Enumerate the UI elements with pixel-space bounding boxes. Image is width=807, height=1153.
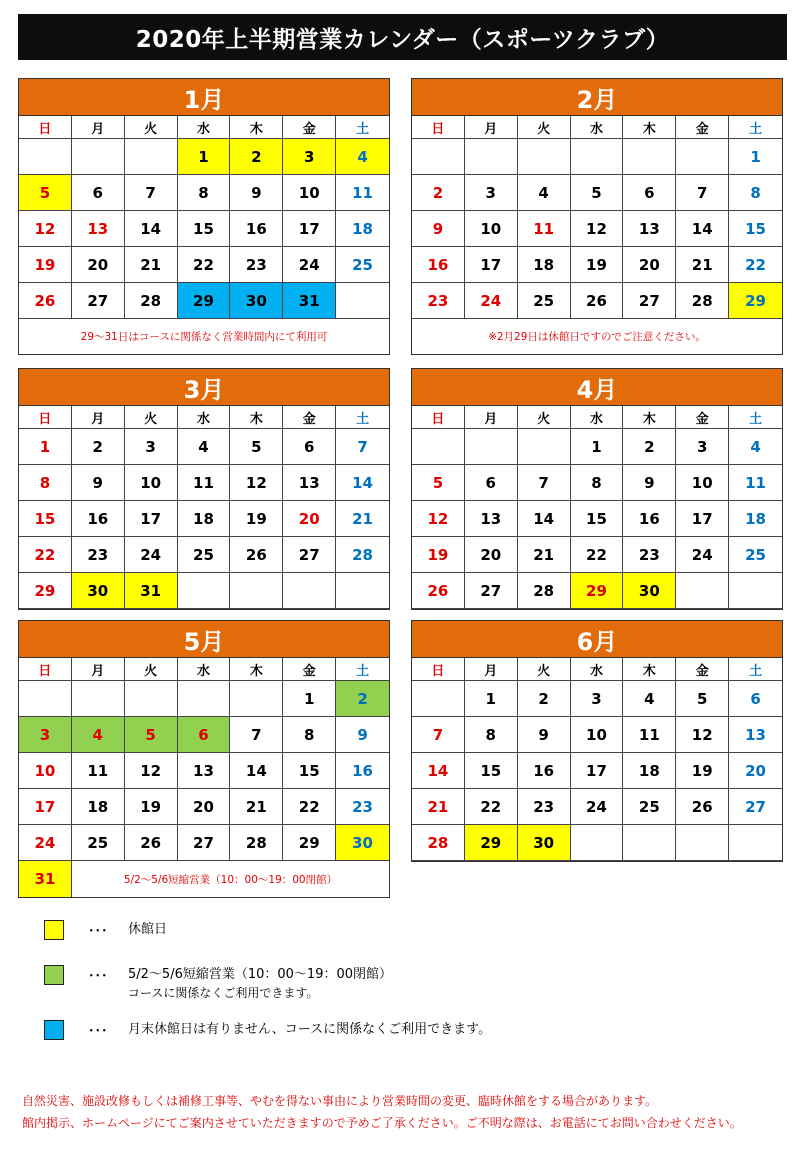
day-cell: 3 [676,429,729,465]
day-cell: 10 [571,717,624,753]
month-note: 29～31日はコースに関係なく営業時間内にて利用可 [80,331,328,343]
empty-cell [623,825,676,861]
day-cell: 15 [178,211,231,247]
day-cell: 19 [19,247,72,283]
day-cell: 16 [336,753,389,789]
day-cell: 4 [623,681,676,717]
weekday-header: 金 [283,658,336,681]
weekday-header: 水 [178,406,231,429]
day-cell: 18 [72,789,125,825]
weekday-header: 火 [125,658,178,681]
day-cell: 16 [72,501,125,537]
day-cell: 29 [571,573,624,609]
empty-cell [178,681,231,717]
day-cell: 29 [19,573,72,609]
day-cell: 10 [283,175,336,211]
empty-cell [518,139,571,175]
weekday-header: 火 [125,406,178,429]
green-swatch-icon [44,965,64,985]
day-cell: 18 [518,247,571,283]
day-cell: 20 [178,789,231,825]
empty-cell [676,573,729,609]
day-cell: 16 [230,211,283,247]
weekday-header: 金 [283,116,336,139]
day-cell: 17 [125,501,178,537]
day-cell: 20 [729,753,782,789]
month-header: 3月 [19,369,389,406]
weekday-header: 火 [125,116,178,139]
day-cell: 6 [283,429,336,465]
day-cell: 6 [623,175,676,211]
empty-cell [125,681,178,717]
day-cell: 9 [518,717,571,753]
day-cell: 15 [571,501,624,537]
calendar-march [18,368,390,610]
day-cell: 17 [676,501,729,537]
day-cell: 16 [412,247,465,283]
empty-cell [571,139,624,175]
day-cell: 27 [178,825,231,861]
day-cell: 22 [571,537,624,573]
legend-month-end-text: 月末休館日は有りません、コースに関係なくご利用できます。 [128,1022,492,1037]
day-grid [412,406,782,609]
day-cell: 22 [465,789,518,825]
weekday-header: 日 [19,658,72,681]
empty-cell [571,825,624,861]
day-cell: 19 [676,753,729,789]
day-cell: 12 [125,753,178,789]
day-cell: 10 [676,465,729,501]
day-cell: 9 [72,465,125,501]
day-cell: 20 [72,247,125,283]
day-cell: 7 [230,717,283,753]
day-cell: 2 [623,429,676,465]
day-grid [412,658,782,861]
day-cell: 31 [283,283,336,319]
day-cell: 9 [336,717,389,753]
day-cell: 4 [729,429,782,465]
weekday-header: 水 [178,658,231,681]
day-cell: 7 [336,429,389,465]
day-cell: 12 [676,717,729,753]
month-header: 2月 [412,79,782,116]
day-cell: 1 [178,139,231,175]
day-cell: 26 [19,283,72,319]
day-cell: 10 [19,753,72,789]
day-cell: 1 [19,429,72,465]
month-header: 6月 [412,621,782,658]
weekday-header: 月 [72,658,125,681]
day-cell: 4 [518,175,571,211]
day-cell: 4 [72,717,125,753]
day-cell: 13 [72,211,125,247]
legend-closed-text: 休館日 [128,922,168,937]
day-cell: 15 [19,501,72,537]
day-cell: 24 [19,825,72,861]
day-cell: 23 [412,283,465,319]
empty-cell [19,139,72,175]
day-cell: 26 [125,825,178,861]
day-cell: 7 [125,175,178,211]
day-cell: 14 [230,753,283,789]
empty-cell [623,139,676,175]
empty-cell [283,573,336,609]
day-cell: 14 [412,753,465,789]
day-cell: 11 [72,753,125,789]
day-cell: 29 [178,283,231,319]
weekday-header: 月 [465,658,518,681]
day-cell: 3 [125,429,178,465]
day-cell: 23 [72,537,125,573]
day-cell: 4 [336,139,389,175]
day-cell: 17 [465,247,518,283]
empty-cell [230,573,283,609]
day-cell: 13 [729,717,782,753]
day-cell: 29 [283,825,336,861]
weekday-header: 日 [412,406,465,429]
day-cell: 23 [230,247,283,283]
day-cell: 25 [623,789,676,825]
month-header: 4月 [412,369,782,406]
day-cell: 10 [125,465,178,501]
weekday-header: 土 [336,406,389,429]
month-header: 1月 [19,79,389,116]
day-cell: 25 [729,537,782,573]
day-grid [19,116,389,319]
empty-cell [336,283,389,319]
month-note: ※2月29日は休館日ですのでご注意ください。 [488,331,706,343]
day-cell: 5 [412,465,465,501]
day-cell: 8 [465,717,518,753]
day-cell: 2 [72,429,125,465]
day-cell: 20 [283,501,336,537]
legend-short-hours [44,965,392,1001]
day-cell: 3 [283,139,336,175]
day-cell: 13 [178,753,231,789]
day-cell: 15 [465,753,518,789]
day-cell: 20 [623,247,676,283]
day-cell: 29 [729,283,782,319]
day-cell: 5 [571,175,624,211]
day-cell: 3 [465,175,518,211]
weekday-header: 木 [230,658,283,681]
day-cell: 12 [571,211,624,247]
day-cell: 27 [465,573,518,609]
weekday-header: 金 [283,406,336,429]
day-cell: 27 [72,283,125,319]
calendar-may [18,620,390,898]
day-cell: 2 [230,139,283,175]
day-cell: 19 [230,501,283,537]
day-cell: 26 [230,537,283,573]
day-cell: 25 [518,283,571,319]
weekday-header: 火 [518,116,571,139]
day-cell: 6 [465,465,518,501]
weekday-header: 火 [518,658,571,681]
day-cell: 3 [571,681,624,717]
day-cell: 5 [19,175,72,211]
empty-cell [676,825,729,861]
day-cell: 12 [19,211,72,247]
empty-cell [72,681,125,717]
day-cell: 25 [72,825,125,861]
day-cell: 17 [283,211,336,247]
empty-cell [72,139,125,175]
day-cell: 21 [676,247,729,283]
day-cell: 25 [336,247,389,283]
day-cell: 28 [125,283,178,319]
weekday-header: 日 [19,406,72,429]
day-cell: 14 [125,211,178,247]
day-cell: 8 [19,465,72,501]
day-cell: 14 [336,465,389,501]
day-cell: 29 [465,825,518,861]
day-cell: 28 [676,283,729,319]
weekday-header: 日 [19,116,72,139]
day-cell: 13 [465,501,518,537]
may-last-row [19,861,389,897]
day-cell: 28 [518,573,571,609]
day-cell: 15 [729,211,782,247]
weekday-header: 木 [623,406,676,429]
day-cell: 21 [518,537,571,573]
day-cell: 27 [283,537,336,573]
day-cell: 11 [623,717,676,753]
weekday-header: 月 [72,406,125,429]
day-cell: 28 [412,825,465,861]
empty-cell [230,681,283,717]
weekday-header: 木 [230,406,283,429]
day-cell: 17 [571,753,624,789]
day-cell: 31 [125,573,178,609]
weekday-header: 月 [72,116,125,139]
day-cell: 28 [230,825,283,861]
empty-cell [336,573,389,609]
footer-note-2: 館内掲示、ホームページにてご案内させていただきますので予めご了承ください。ご不明な際は、お電話にてお問い合わせください。 [22,1116,742,1130]
day-cell: 24 [571,789,624,825]
empty-cell [412,429,465,465]
day-cell: 30 [72,573,125,609]
empty-cell [412,139,465,175]
day-cell: 16 [518,753,571,789]
legend-closed [44,920,167,940]
empty-cell [412,681,465,717]
day-cell: 11 [178,465,231,501]
calendar-january [18,78,390,355]
weekday-header: 日 [412,658,465,681]
day-cell: 6 [178,717,231,753]
day-cell: 24 [283,247,336,283]
day-cell: 14 [518,501,571,537]
day-cell: 12 [230,465,283,501]
day-cell: 11 [729,465,782,501]
day-cell: 5 [230,429,283,465]
weekday-header: 土 [336,658,389,681]
weekday-header: 水 [178,116,231,139]
day-cell: 24 [676,537,729,573]
day-cell: 18 [336,211,389,247]
day-cell: 30 [230,283,283,319]
legend-short-hours-text: 5/2～5/6短縮営業（10：00～19：00閉館） [128,967,393,982]
weekday-header: 金 [676,658,729,681]
weekday-header: 木 [623,116,676,139]
day-cell: 7 [518,465,571,501]
day-cell: 26 [676,789,729,825]
day-grid [412,116,782,319]
day-cell: 11 [336,175,389,211]
day-cell: 20 [465,537,518,573]
day-cell: 19 [412,537,465,573]
empty-cell [465,429,518,465]
day-cell: 21 [230,789,283,825]
day-cell: 2 [336,681,389,717]
day-cell: 30 [623,573,676,609]
day-cell: 17 [19,789,72,825]
legend-dots: ･･･ [88,969,108,984]
empty-cell [729,825,782,861]
day-cell: 28 [336,537,389,573]
weekday-header: 金 [676,116,729,139]
day-cell: 1 [571,429,624,465]
day-cell: 26 [412,573,465,609]
day-cell: 27 [729,789,782,825]
day-cell: 3 [19,717,72,753]
weekday-header: 土 [729,116,782,139]
page-title: 2020年上半期営業カレンダー（スポーツクラブ） [18,14,787,60]
weekday-header: 木 [623,658,676,681]
day-cell: 4 [178,429,231,465]
day-cell: 25 [178,537,231,573]
day-cell: 7 [676,175,729,211]
day-cell: 9 [412,211,465,247]
day-cell: 16 [623,501,676,537]
day-cell: 18 [623,753,676,789]
weekday-header: 月 [465,406,518,429]
day-cell: 22 [283,789,336,825]
day-cell: 22 [19,537,72,573]
day-cell: 21 [336,501,389,537]
yellow-swatch-icon [44,920,64,940]
day-cell: 23 [623,537,676,573]
empty-cell [518,429,571,465]
day-cell: 9 [230,175,283,211]
day-cell: 19 [125,789,178,825]
day-cell: 30 [518,825,571,861]
day-cell: 8 [283,717,336,753]
day-cell: 8 [571,465,624,501]
day-cell: 2 [412,175,465,211]
day-cell: 5 [125,717,178,753]
day-cell: 26 [571,283,624,319]
day-cell: 1 [465,681,518,717]
day-cell: 22 [729,247,782,283]
empty-cell [465,139,518,175]
calendar-june [411,620,783,862]
day-cell: 21 [412,789,465,825]
day-cell: 8 [178,175,231,211]
footer-note-1: 自然災害、施設改修もしくは補修工事等、やむを得ない事由により営業時間の変更、臨時休館をする場合があります。 [22,1094,658,1108]
day-cell: 12 [412,501,465,537]
weekday-header: 金 [676,406,729,429]
day-cell: 1 [729,139,782,175]
legend-short-hours-sub: コースに関係なくご利用できます。 [128,986,319,1000]
day-cell: 21 [125,247,178,283]
day-cell: 6 [729,681,782,717]
calendar-april [411,368,783,610]
day-cell: 24 [125,537,178,573]
day-cell: 18 [729,501,782,537]
day-cell: 1 [283,681,336,717]
weekday-header: 日 [412,116,465,139]
empty-cell [178,573,231,609]
day-grid [19,406,389,609]
day-cell: 13 [283,465,336,501]
day-cell: 8 [729,175,782,211]
weekday-header: 木 [230,116,283,139]
day-cell: 9 [623,465,676,501]
day-cell: 18 [178,501,231,537]
day-cell: 23 [336,789,389,825]
day-cell: 10 [465,211,518,247]
month-note: 5/2～5/6短縮営業（10：00～19：00閉館） [123,873,338,886]
day-grid [19,658,389,861]
calendar-february [411,78,783,355]
day-cell: 5 [676,681,729,717]
day-cell: 7 [412,717,465,753]
day-cell: 31 [19,861,72,897]
day-cell: 2 [518,681,571,717]
day-cell: 13 [623,211,676,247]
legend-dots: ･･･ [88,1024,108,1039]
day-cell: 15 [283,753,336,789]
day-cell: 19 [571,247,624,283]
day-cell: 11 [518,211,571,247]
day-cell: 24 [465,283,518,319]
legend-month-end [44,1020,491,1040]
empty-cell [19,681,72,717]
blue-swatch-icon [44,1020,64,1040]
day-cell: 30 [336,825,389,861]
weekday-header: 土 [729,406,782,429]
day-cell: 23 [518,789,571,825]
weekday-header: 土 [729,658,782,681]
weekday-header: 月 [465,116,518,139]
day-cell: 27 [623,283,676,319]
weekday-header: 土 [336,116,389,139]
empty-cell [676,139,729,175]
weekday-header: 水 [571,116,624,139]
day-cell: 22 [178,247,231,283]
legend-dots: ･･･ [88,924,108,939]
empty-cell [729,573,782,609]
day-cell: 6 [72,175,125,211]
month-header: 5月 [19,621,389,658]
weekday-header: 水 [571,406,624,429]
day-cell: 14 [676,211,729,247]
weekday-header: 水 [571,658,624,681]
empty-cell [125,139,178,175]
weekday-header: 火 [518,406,571,429]
